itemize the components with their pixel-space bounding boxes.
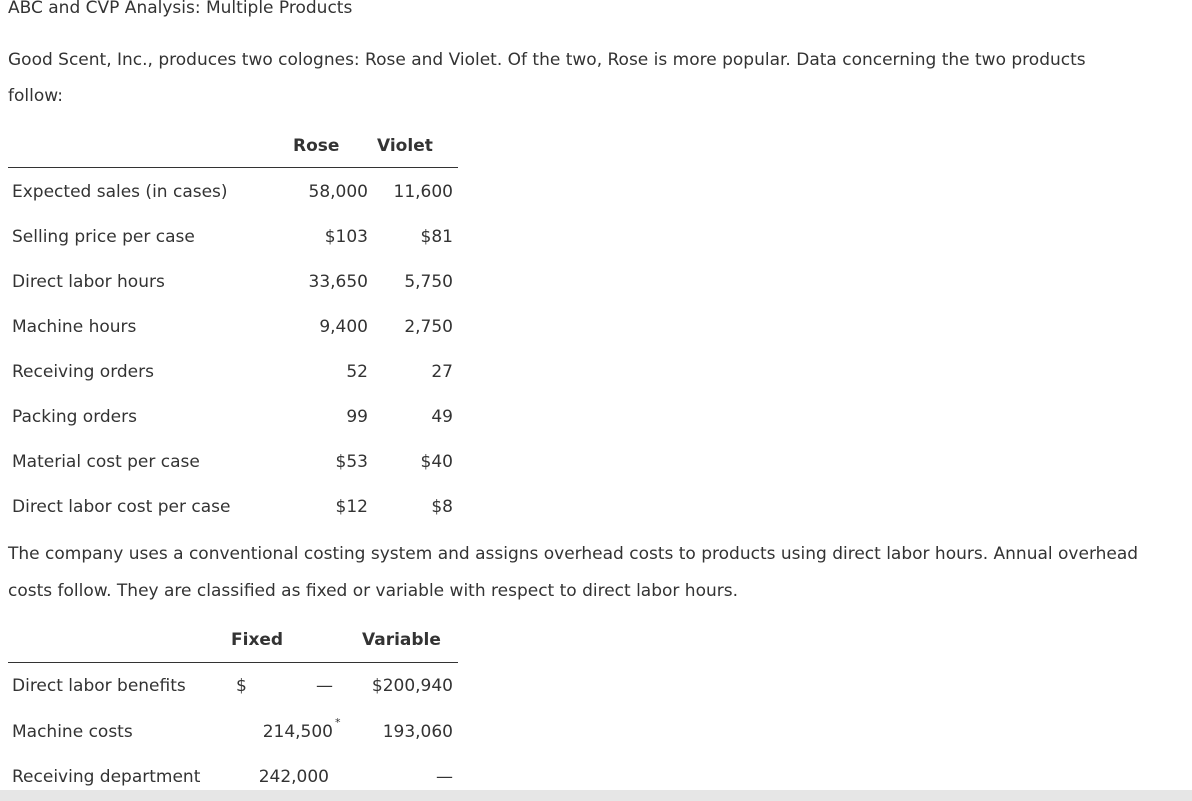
- header-variable: Variable: [362, 630, 441, 650]
- variable-value: —: [436, 767, 453, 787]
- overhead-line-2: costs follow. They are classified as fixed or variable with respect to direct labor hours.: [8, 581, 739, 601]
- rose-value: 52: [346, 362, 368, 382]
- fixed-value: —: [316, 676, 333, 696]
- header-fixed: Fixed: [231, 630, 284, 650]
- footnote-marker: *: [335, 716, 341, 729]
- violet-value: 5,750: [404, 272, 453, 292]
- header-rose: Rose: [293, 136, 340, 156]
- row-label: Expected sales (in cases): [12, 182, 228, 202]
- violet-value: $40: [420, 452, 453, 472]
- row-label: Material cost per case: [12, 452, 200, 472]
- violet-value: 49: [431, 407, 453, 427]
- scroll-edge: [0, 790, 1192, 801]
- row-label: Direct labor hours: [12, 272, 165, 292]
- table-header-rule: [8, 167, 458, 168]
- violet-value: 2,750: [404, 317, 453, 337]
- rose-value: $12: [335, 497, 368, 517]
- fixed-value: 242,000: [258, 767, 329, 787]
- row-label: Machine hours: [12, 317, 137, 337]
- row-label: Packing orders: [12, 407, 137, 427]
- rose-value: 9,400: [319, 317, 368, 337]
- intro-line-1: Good Scent, Inc., produces two colognes: Rose and Violet. Of the two, Rose is more popular. Data concerning the two products: [8, 50, 1086, 70]
- rose-value: 58,000: [308, 182, 368, 202]
- fixed-value: 214,500: [262, 722, 333, 742]
- row-label: Direct labor cost per case: [12, 497, 231, 517]
- violet-value: 11,600: [393, 182, 453, 202]
- rose-value: 33,650: [308, 272, 368, 292]
- rose-value: $103: [324, 227, 368, 247]
- currency-symbol: $: [236, 676, 247, 696]
- rose-value: 99: [346, 407, 368, 427]
- row-label: Receiving orders: [12, 362, 154, 382]
- overhead-line-1: The company uses a conventional costing system and assigns overhead costs to products using direct labor hours. Annual overhead: [8, 544, 1139, 564]
- row-label: Machine costs: [12, 722, 133, 742]
- row-label: Selling price per case: [12, 227, 195, 247]
- row-label: Direct labor benefits: [12, 676, 186, 696]
- header-violet: Violet: [377, 136, 433, 156]
- rose-value: $53: [335, 452, 368, 472]
- row-label: Receiving department: [12, 767, 201, 787]
- intro-line-2: follow:: [8, 86, 63, 106]
- violet-value: $8: [431, 497, 453, 517]
- page-title: ABC and CVP Analysis: Multiple Products: [8, 0, 353, 18]
- violet-value: 27: [431, 362, 453, 382]
- table-header-rule: [8, 662, 458, 663]
- violet-value: $81: [420, 227, 453, 247]
- variable-value: 193,060: [382, 722, 453, 742]
- variable-value: $200,940: [371, 676, 453, 696]
